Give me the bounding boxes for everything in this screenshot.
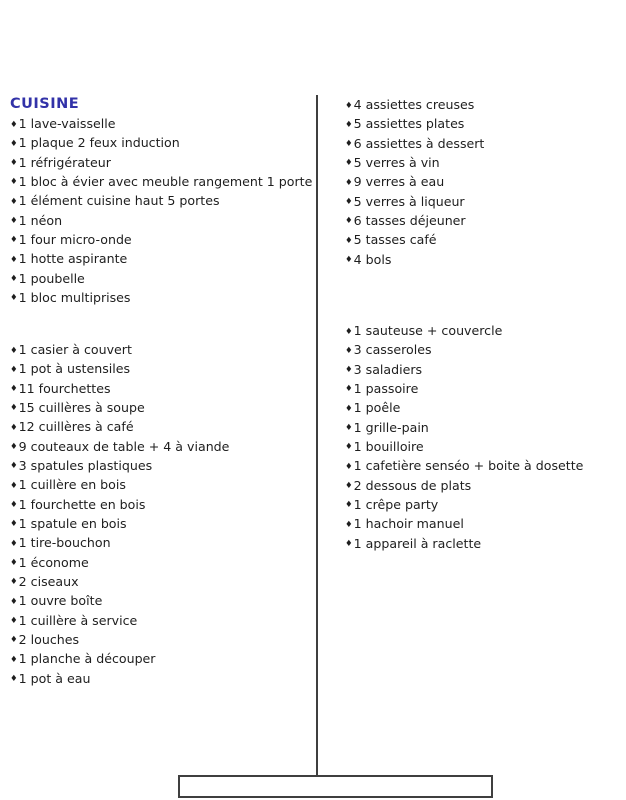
diamond-bullet-icon: ♦ [345,365,353,376]
list-item [10,649,229,668]
diamond-bullet-icon: ♦ [345,216,353,227]
list-item [10,114,312,133]
list-item-label: 9 couteaux de table + 4 à viande [18,438,230,454]
list-item-label: 1 lave-vaisselle [18,116,116,131]
list-item-label: 1 hotte aspirante [18,251,128,267]
list-item [10,611,229,630]
diamond-bullet-icon: ♦ [10,519,18,530]
list-item-label: 6 tasses déjeuner [353,212,466,228]
list-block-tableware [345,95,484,269]
diamond-bullet-icon: ♦ [345,461,353,472]
list-item [345,534,583,553]
list-item [10,288,312,307]
list-item [345,134,484,153]
diamond-bullet-icon: ♦ [345,384,353,395]
diamond-bullet-icon: ♦ [10,577,18,588]
list-item-label: 1 poubelle [18,270,85,286]
list-item [345,340,583,359]
list-item [345,456,583,475]
list-item-label: 3 saladiers [353,361,423,377]
diamond-bullet-icon: ♦ [10,254,18,265]
list-item [10,514,229,533]
list-item [10,456,229,475]
list-item [10,437,229,456]
list-item [10,230,312,249]
list-item-label: 1 fourchette en bois [18,496,146,512]
diamond-bullet-icon: ♦ [345,100,353,111]
list-block-cookware [345,321,583,553]
list-item [10,340,229,359]
diamond-bullet-icon: ♦ [345,255,353,266]
list-item [10,417,229,436]
list-item-label: 1 four micro-onde [18,231,132,247]
list-item-label: 1 spatule en bois [18,515,127,531]
list-item-label: 1 pot à ustensiles [18,361,131,377]
list-item [10,475,229,494]
list-item-label: 1 économe [18,554,89,570]
diamond-bullet-icon: ♦ [345,481,353,492]
list-item-label: 9 verres à eau [353,174,445,190]
list-item-label: 1 cafetière senséo + boite à dosette [353,458,584,474]
diamond-bullet-icon: ♦ [10,538,18,549]
list-item [10,359,229,378]
diamond-bullet-icon: ♦ [10,422,18,433]
list-item-label: 1 casier à couvert [18,342,132,357]
list-item-label: 11 fourchettes [18,380,111,396]
diamond-bullet-icon: ♦ [345,197,353,208]
diamond-bullet-icon: ♦ [10,274,18,285]
list-item [10,172,312,191]
list-item [345,379,583,398]
diamond-bullet-icon: ♦ [10,345,18,356]
list-block-utensils [10,340,229,688]
list-item [345,114,484,133]
list-item [10,211,312,230]
list-item [345,495,583,514]
diamond-bullet-icon: ♦ [10,616,18,627]
list-item-label: 1 ouvre boîte [18,593,103,609]
diamond-bullet-icon: ♦ [10,384,18,395]
diamond-bullet-icon: ♦ [10,635,18,646]
list-item-label: 1 plaque 2 feux induction [18,135,180,151]
list-item-label: 1 crêpe party [353,496,439,512]
list-item [345,476,583,495]
list-item [345,514,583,533]
list-item [345,192,484,211]
diamond-bullet-icon: ♦ [10,674,18,685]
diamond-bullet-icon: ♦ [10,158,18,169]
list-item-label: 1 cuillère à service [18,612,138,628]
diamond-bullet-icon: ♦ [10,364,18,375]
list-item [345,360,583,379]
list-item-label: 1 sauteuse + couvercle [353,323,503,338]
list-item [345,321,583,340]
diamond-bullet-icon: ♦ [10,500,18,511]
diamond-bullet-icon: ♦ [10,558,18,569]
list-block-appliances [10,114,312,307]
diamond-bullet-icon: ♦ [345,345,353,356]
list-item [10,630,229,649]
list-item-label: 5 tasses café [353,232,437,248]
list-item [10,379,229,398]
diamond-bullet-icon: ♦ [10,293,18,304]
diamond-bullet-icon: ♦ [10,654,18,665]
list-item-label: 5 verres à liqueur [353,193,465,209]
list-item-label: 1 réfrigérateur [18,154,111,170]
list-item [10,153,312,172]
list-item [10,133,312,152]
list-item [345,230,484,249]
diamond-bullet-icon: ♦ [345,403,353,414]
page-title: CUISINE [10,96,80,112]
list-item [10,572,229,591]
list-item-label: 1 néon [18,212,63,228]
footer-empty-box [178,775,493,798]
diamond-bullet-icon: ♦ [10,442,18,453]
list-item [345,95,484,114]
diamond-bullet-icon: ♦ [345,235,353,246]
list-item-label: 1 hachoir manuel [353,516,464,532]
list-item-label: 3 spatules plastiques [18,457,153,473]
list-item-label: 2 ciseaux [18,573,79,589]
list-item [345,153,484,172]
list-item [10,398,229,417]
column-divider-line [316,95,318,775]
list-item [345,437,583,456]
list-item [10,591,229,610]
list-item-label: 2 dessous de plats [353,477,472,493]
list-item-label: 1 appareil à raclette [353,535,482,551]
list-item [345,398,583,417]
diamond-bullet-icon: ♦ [345,539,353,550]
list-item-label: 1 grille-pain [353,419,429,435]
diamond-bullet-icon: ♦ [10,596,18,607]
list-item-label: 1 élément cuisine haut 5 portes [18,193,220,209]
diamond-bullet-icon: ♦ [10,461,18,472]
list-item-label: 15 cuillères à soupe [18,399,145,415]
diamond-bullet-icon: ♦ [345,519,353,530]
diamond-bullet-icon: ♦ [10,196,18,207]
diamond-bullet-icon: ♦ [345,442,353,453]
list-item-label: 3 casseroles [353,342,432,358]
list-item [345,211,484,230]
diamond-bullet-icon: ♦ [10,235,18,246]
diamond-bullet-icon: ♦ [10,138,18,149]
list-item [10,669,229,688]
list-item [10,269,312,288]
list-item-label: 6 assiettes à dessert [353,135,485,151]
diamond-bullet-icon: ♦ [345,326,353,337]
list-item-label: 5 assiettes plates [353,116,465,132]
diamond-bullet-icon: ♦ [10,216,18,227]
diamond-bullet-icon: ♦ [345,139,353,150]
list-item-label: 5 verres à vin [353,154,440,170]
diamond-bullet-icon: ♦ [10,480,18,491]
list-item-label: 1 bouilloire [353,438,424,454]
list-item-label: 1 planche à découper [18,651,156,667]
diamond-bullet-icon: ♦ [345,500,353,511]
list-item [10,553,229,572]
list-item [10,533,229,552]
list-item [10,249,312,268]
list-item-label: 1 cuillère en bois [18,477,126,493]
list-item-label: 1 passoire [353,380,419,396]
list-item-label: 1 pot à eau [18,670,91,686]
list-item [10,495,229,514]
list-item-label: 4 assiettes creuses [353,97,475,112]
list-item-label: 1 bloc multiprises [18,289,131,305]
diamond-bullet-icon: ♦ [10,177,18,188]
diamond-bullet-icon: ♦ [10,119,18,130]
diamond-bullet-icon: ♦ [345,158,353,169]
list-item-label: 1 poêle [353,400,401,416]
list-item [345,250,484,269]
diamond-bullet-icon: ♦ [345,423,353,434]
list-item-label: 1 tire-bouchon [18,535,111,551]
diamond-bullet-icon: ♦ [10,403,18,414]
list-item-label: 4 bols [353,251,392,267]
list-item [345,172,484,191]
list-item [10,191,312,210]
list-item-label: 12 cuillères à café [18,419,134,435]
diamond-bullet-icon: ♦ [345,119,353,130]
diamond-bullet-icon: ♦ [345,177,353,188]
list-item-label: 2 louches [18,631,80,647]
list-item-label: 1 bloc à évier avec meuble rangement 1 porte [18,173,313,189]
list-item [345,418,583,437]
